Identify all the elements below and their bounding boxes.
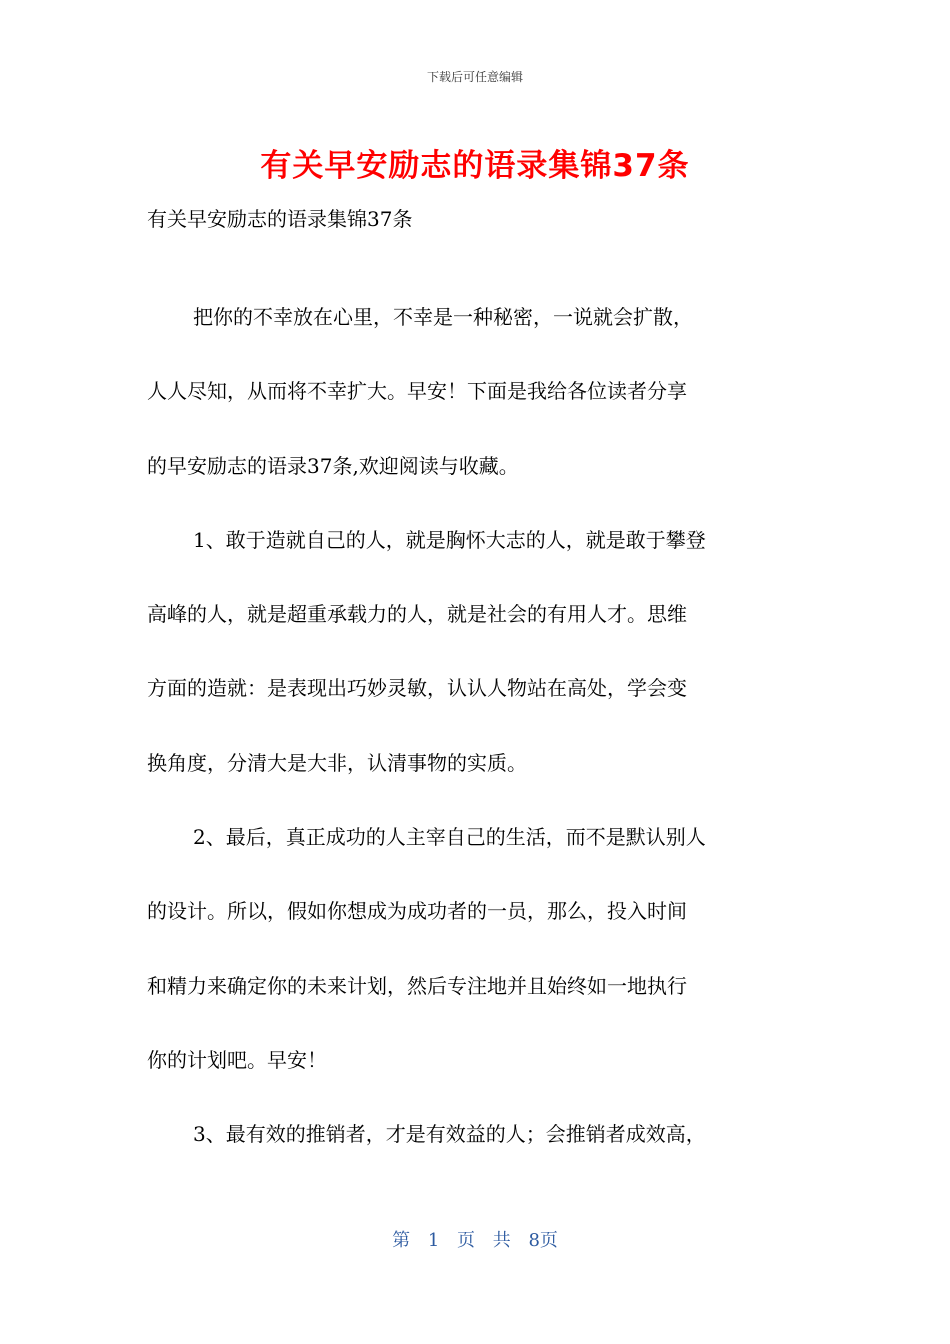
total-pages: 8页 (528, 1230, 558, 1251)
paragraph-item-2 (147, 800, 807, 1097)
document-title: 有关早安励志的语录集锦37条 (260, 148, 690, 184)
text-line: 换角度，分清大是大非，认清事物的实质。 (147, 750, 527, 775)
text-line: 的设计。所以，假如你想成为成功者的一员，那么，投入时间 (147, 899, 687, 924)
text-line: 你的计划吧。早安！ (147, 1047, 327, 1072)
text-line: 3、最有效的推销者，才是有效益的人；会推销者成效高， (193, 1122, 706, 1147)
page-label-mid: 页 (457, 1230, 475, 1251)
paragraph-item-3 (147, 1097, 807, 1171)
text-line: 和精力来确定你的未来计划，然后专注地并且始终如一地执行 (147, 973, 687, 998)
text-line: 1、敢于造就自己的人，就是胸怀大志的人，就是敢于攀登 (193, 527, 706, 552)
page-footer (0, 1226, 950, 1252)
document-body (147, 280, 807, 1172)
text-line: 人人尽知，从而将不幸扩大。早安！下面是我给各位读者分享 (147, 379, 687, 404)
text-line: 把你的不幸放在心里，不幸是一种秘密，一说就会扩散， (193, 305, 693, 329)
text-line: 2、最后，真正成功的人主宰自己的生活，而不是默认别人 (193, 825, 706, 850)
text-line: 方面的造就：是表现出巧妙灵敏，认认人物站在高处，学会变 (147, 676, 687, 701)
text-line: 高峰的人，就是超重承载力的人，就是社会的有用人才。思维 (147, 602, 687, 627)
text-line: 的早安励志的语录37条,欢迎阅读与收藏。 (147, 453, 519, 478)
paragraph-intro (147, 280, 807, 503)
total-label-prefix: 共 (492, 1230, 511, 1251)
paragraph-item-1 (147, 503, 807, 800)
document-subtitle: 有关早安励志的语录集锦37条 (147, 207, 413, 231)
header-note: 下载后可任意编辑 (426, 70, 523, 84)
current-page-number: 1 (427, 1230, 440, 1251)
page-label-prefix: 第 (392, 1230, 411, 1251)
